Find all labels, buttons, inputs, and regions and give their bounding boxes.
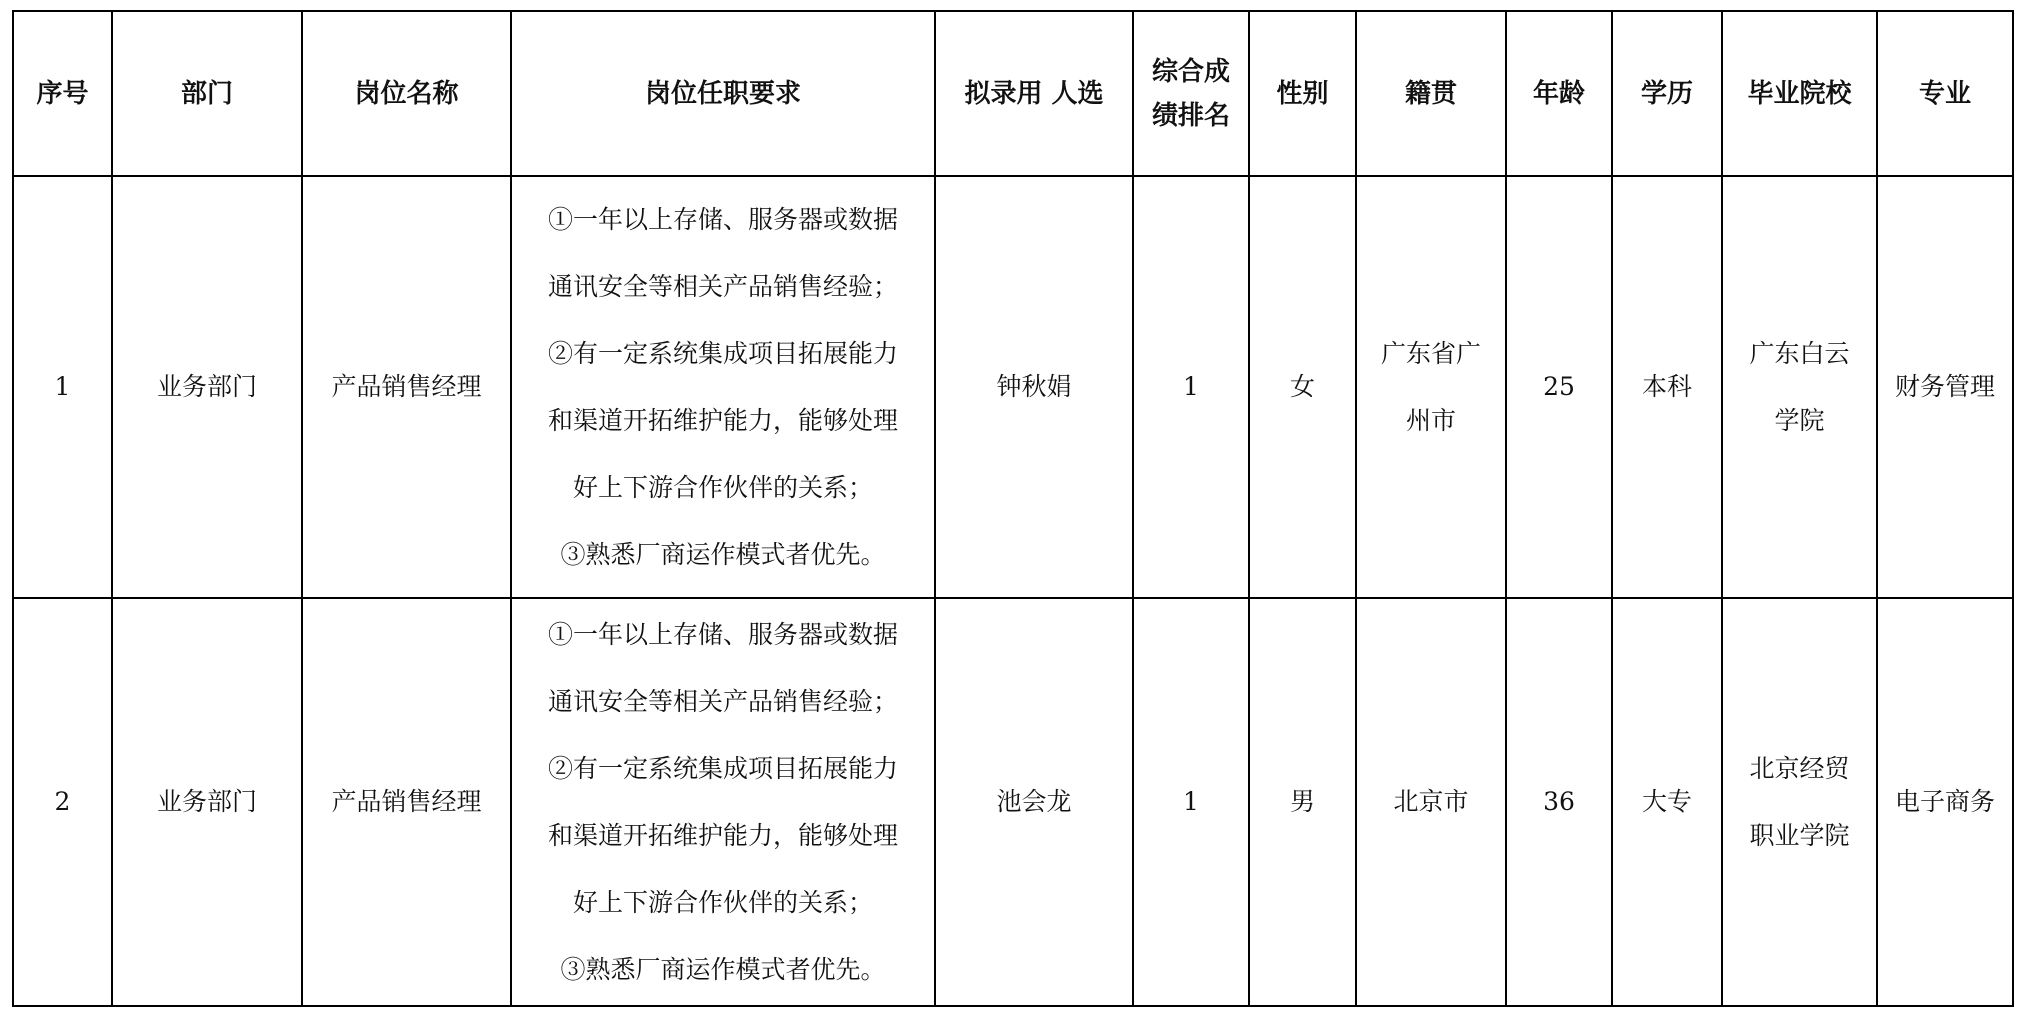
requirement-line: ③熟悉厂商运作模式者优先。 (560, 540, 886, 569)
header-gender: 性别 (1249, 11, 1356, 176)
header-rank-label: 综合成绩排名 (1151, 56, 1230, 131)
header-requirements: 岗位任职要求 (511, 11, 935, 176)
cell-education: 本科 (1612, 176, 1722, 598)
cell-candidate: 钟秋娟 (935, 176, 1133, 598)
cell-age: 25 (1506, 176, 1612, 598)
table-row (13, 598, 2013, 1006)
candidate-table (12, 10, 2014, 1007)
cell-position: 产品销售经理 (302, 598, 511, 1006)
requirement-line: ②有一定系统集成项目拓展能力 (547, 339, 898, 368)
cell-requirements (511, 598, 935, 1006)
cell-major: 财务管理 (1877, 176, 2013, 598)
requirement-line: 和渠道开拓维护能力，能够处理 (547, 821, 898, 850)
cell-education: 大专 (1612, 598, 1722, 1006)
cell-major: 电子商务 (1877, 598, 2013, 1006)
requirement-line: ①一年以上存储、服务器或数据 (547, 620, 898, 649)
requirement-line: 好上下游合作伙伴的关系； (572, 888, 873, 917)
cell-index: 1 (13, 176, 112, 598)
cell-school (1722, 598, 1877, 1006)
header-school: 毕业院校 (1722, 11, 1877, 176)
cell-hometown (1356, 176, 1506, 598)
header-position: 岗位名称 (302, 11, 511, 176)
cell-candidate: 池会龙 (935, 598, 1133, 1006)
school-text: 广东白云学院 (1749, 339, 1850, 435)
header-major: 专业 (1877, 11, 2013, 176)
cell-position: 产品销售经理 (302, 176, 511, 598)
cell-age: 36 (1506, 598, 1612, 1006)
cell-rank: 1 (1133, 176, 1249, 598)
requirement-line: 好上下游合作伙伴的关系； (572, 473, 873, 502)
cell-index: 2 (13, 598, 112, 1006)
cell-school (1722, 176, 1877, 598)
header-index: 序号 (13, 11, 112, 176)
header-candidate: 拟录用 人选 (935, 11, 1133, 176)
cell-rank: 1 (1133, 598, 1249, 1006)
cell-department: 业务部门 (112, 598, 302, 1006)
requirement-line: 和渠道开拓维护能力，能够处理 (547, 406, 898, 435)
cell-department: 业务部门 (112, 176, 302, 598)
header-education: 学历 (1612, 11, 1722, 176)
requirement-line: ①一年以上存储、服务器或数据 (547, 205, 898, 234)
cell-hometown: 北京市 (1356, 598, 1506, 1006)
requirement-line: ③熟悉厂商运作模式者优先。 (560, 955, 886, 984)
header-row (13, 11, 2013, 176)
header-rank (1133, 11, 1249, 176)
requirement-line: 通讯安全等相关产品销售经验； (547, 272, 898, 301)
cell-gender: 女 (1249, 176, 1356, 598)
cell-requirements (511, 176, 935, 598)
cell-gender: 男 (1249, 598, 1356, 1006)
requirement-line: ②有一定系统集成项目拓展能力 (547, 754, 898, 783)
table-row (13, 176, 2013, 598)
header-age: 年龄 (1506, 11, 1612, 176)
header-hometown: 籍贯 (1356, 11, 1506, 176)
school-text: 北京经贸职业学院 (1749, 754, 1850, 850)
requirement-line: 通讯安全等相关产品销售经验； (547, 687, 898, 716)
header-department: 部门 (112, 11, 302, 176)
hometown-text: 广东省广州市 (1380, 339, 1481, 435)
